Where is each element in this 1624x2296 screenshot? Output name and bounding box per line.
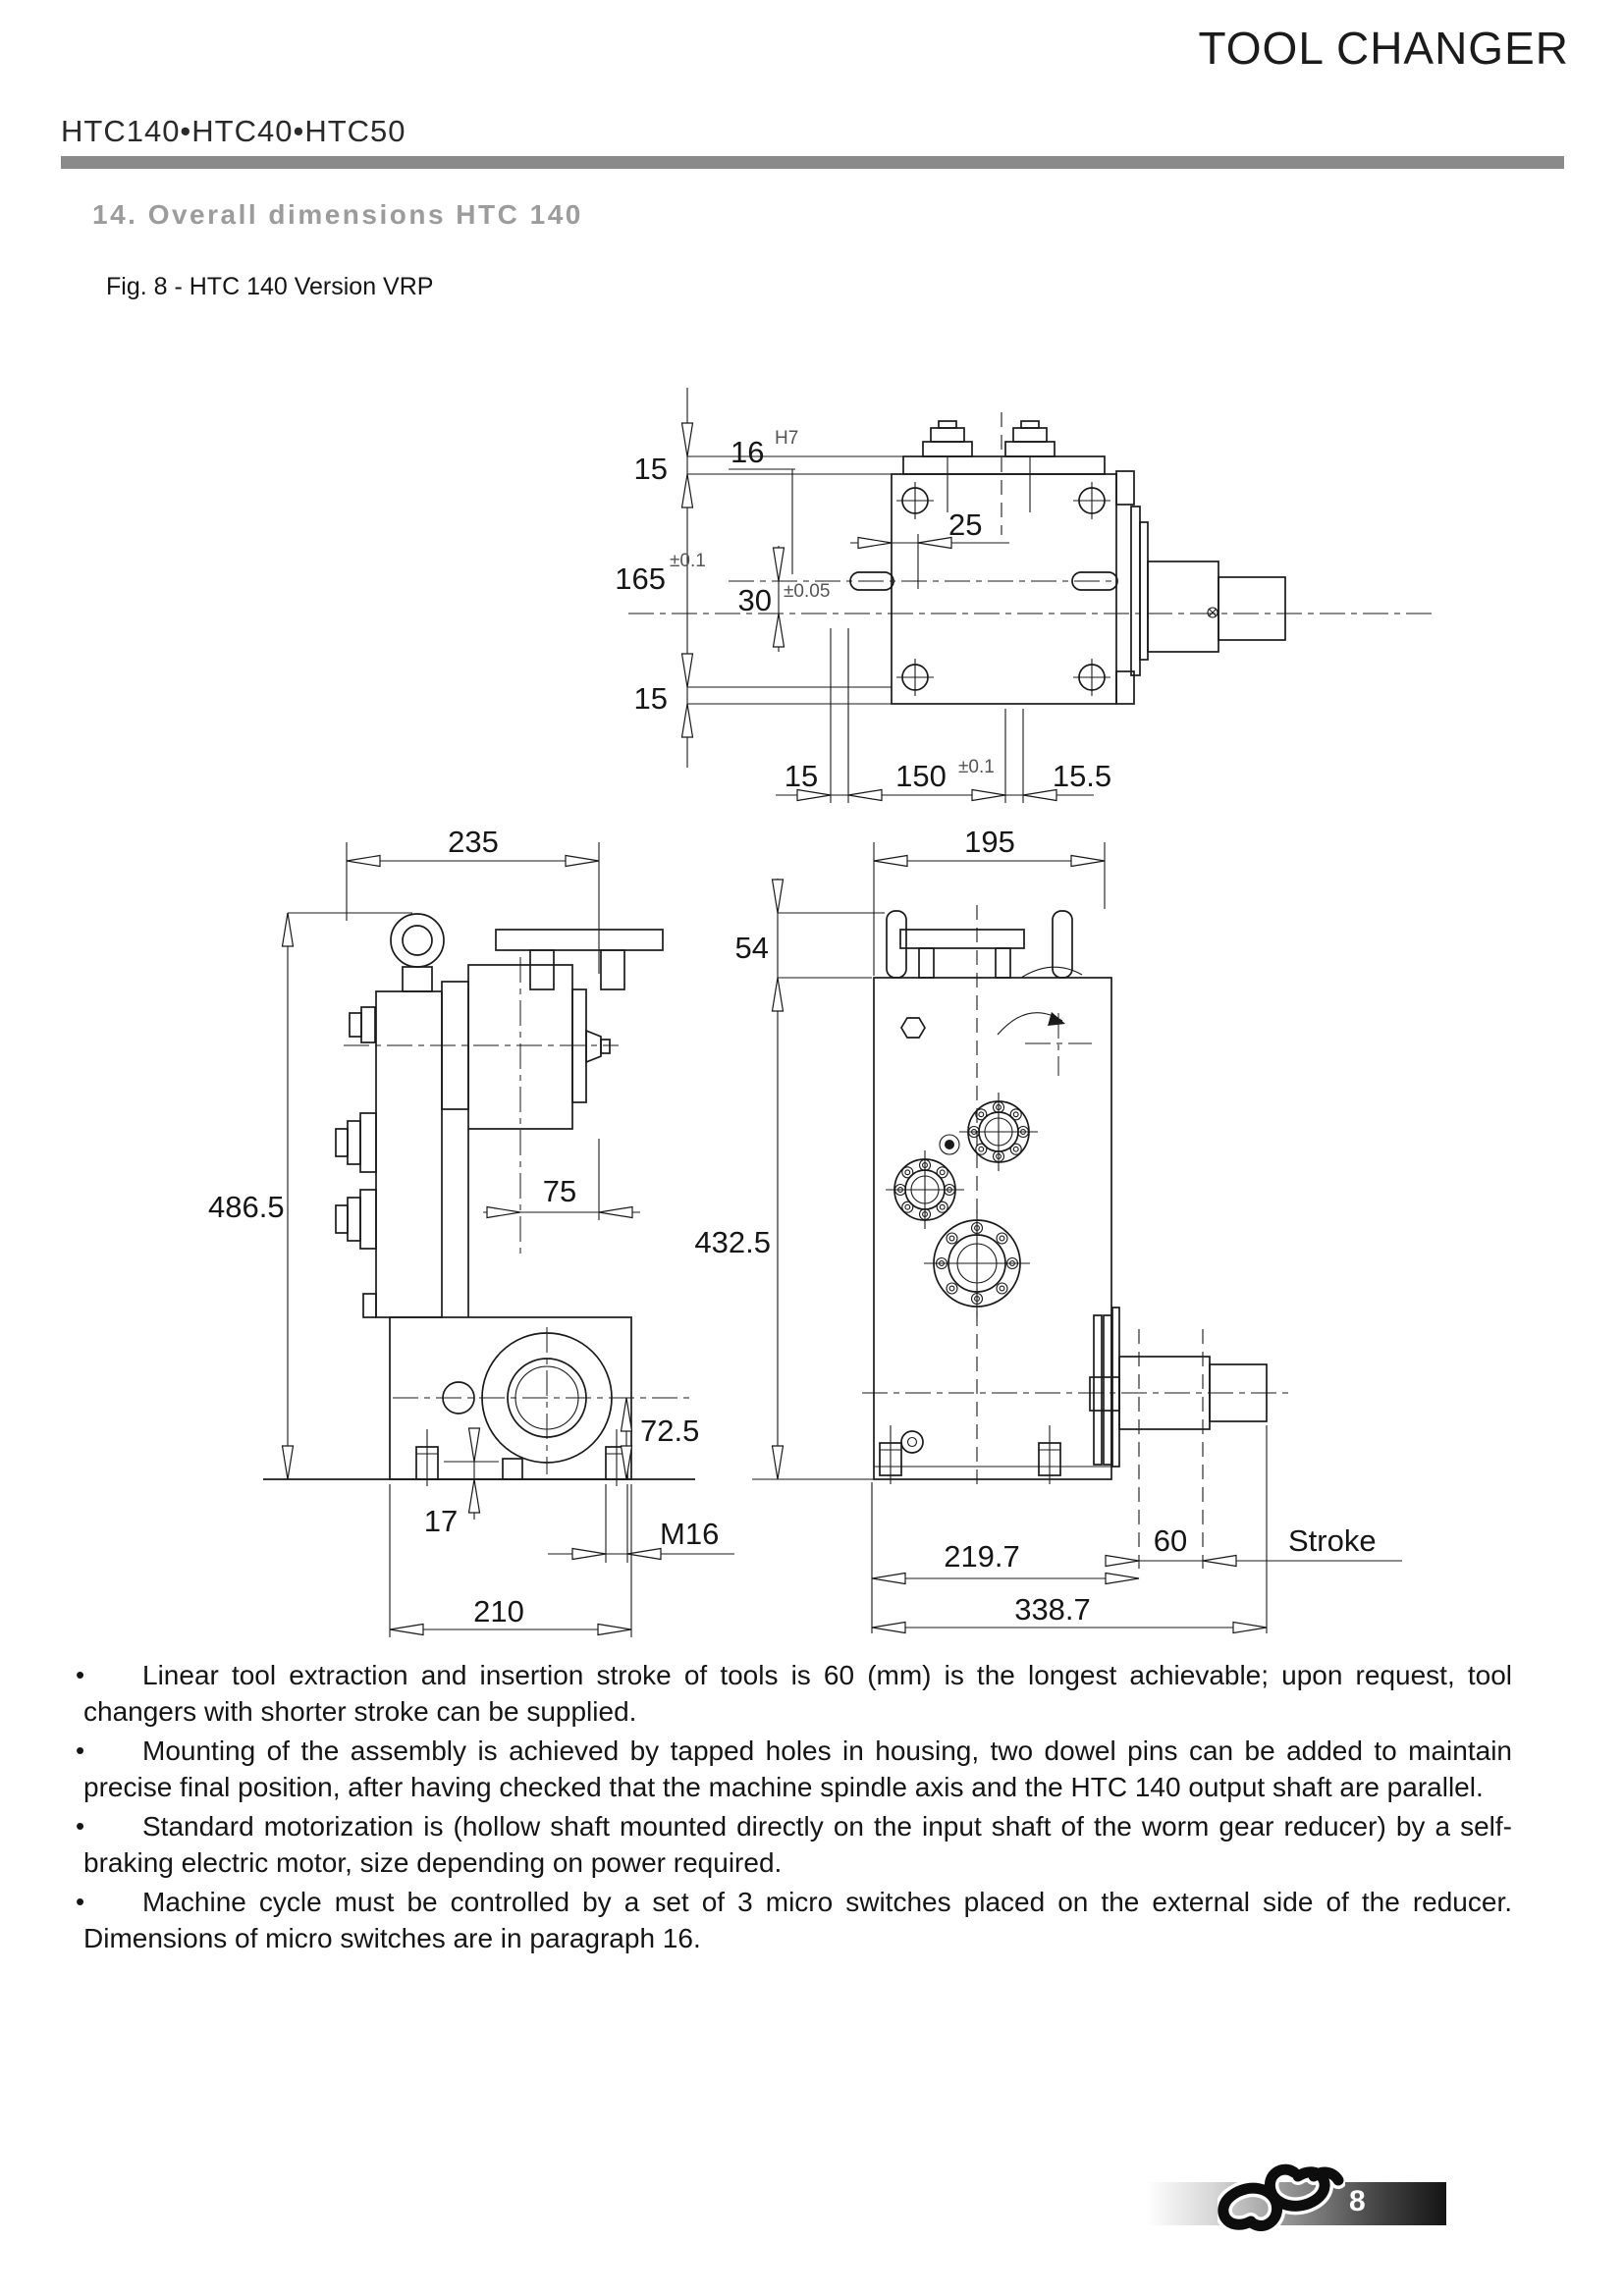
note-text: Linear tool extraction and insertion stroke of tools is 60 (mm) is the longest achievable; upon request, tool changers with shorter stroke can be supplied. <box>83 1660 1512 1727</box>
header-rule <box>61 156 1564 169</box>
dim-body-height-tol: ±0.1 <box>670 551 706 571</box>
page-title: TOOL CHANGER <box>1198 23 1569 74</box>
notes-list <box>0 1657 1512 1959</box>
note-text: Mounting of the assembly is achieved by tapped holes in housing, two dowel pins can be added to maintain precise final position, after having checked that the machine spindle axis and the HTC 140 output shaft are parallel. <box>83 1735 1512 1802</box>
technical-drawing <box>0 324 1624 1649</box>
dim-stroke-label: Stroke <box>1288 1523 1377 1558</box>
note-item <box>76 1733 1512 1805</box>
top-view-dimensions <box>615 388 1111 803</box>
dim-hole-pitch: 150 <box>895 759 947 793</box>
brand-knot-logo <box>1218 2145 1345 2253</box>
dim-front-width: 235 <box>448 825 499 859</box>
side-view-shaft <box>1090 1308 1267 1467</box>
note-item <box>76 1808 1512 1881</box>
dim-front-overall-height: 486.5 <box>208 1190 285 1224</box>
section-title: 14. Overall dimensions HTC 140 <box>92 199 583 230</box>
front-view-dimensions <box>208 825 734 1637</box>
dim-flange-top: 15 <box>633 452 668 486</box>
dim-keyway-depth: 25 <box>948 507 983 542</box>
bullet-icon: • <box>76 1811 85 1841</box>
bullet-icon: • <box>76 1887 85 1916</box>
dim-axis-offset-tol: ±0.05 <box>784 581 831 602</box>
bullet-icon: • <box>76 1735 85 1765</box>
dim-side-body-height: 432.5 <box>694 1225 771 1259</box>
top-view-output-shaft <box>1116 471 1285 704</box>
note-item <box>76 1884 1512 1956</box>
dim-stud-protrusion: 17 <box>423 1504 459 1538</box>
dim-shaft-offset: 219.7 <box>944 1539 1020 1574</box>
top-view-body <box>850 421 1117 704</box>
dim-stroke: 60 <box>1153 1523 1188 1558</box>
dim-output-height: 72.5 <box>640 1414 700 1448</box>
model-list: HTC140•HTC40•HTC50 <box>61 114 406 148</box>
side-view-drawing <box>694 825 1402 1633</box>
dim-eyebolt-height: 54 <box>734 931 769 965</box>
dim-stud-thread: M16 <box>660 1517 720 1551</box>
note-text: Machine cycle must be controlled by a set of 3 micro switches placed on the external side of the reducer. Dimensions of micro switches are in paragraph 16. <box>83 1887 1512 1953</box>
dim-side-width: 195 <box>964 825 1015 859</box>
dim-dowel-bore: 16 <box>731 435 765 469</box>
side-view-body <box>874 911 1111 1484</box>
note-text: Standard motorization is (hollow shaft mounted directly on the input shaft of the worm gear reducer) by a self-braking electric motor, size depending on power required. <box>83 1811 1512 1878</box>
dim-hole-pitch-tol: ±0.1 <box>958 757 995 777</box>
page-number: 8 <box>1349 2185 1366 2217</box>
dim-flange-bottom: 15 <box>633 681 668 716</box>
front-view-output-flange <box>263 1333 695 1486</box>
dim-motor-offset: 75 <box>542 1174 577 1208</box>
side-view-dimensions <box>694 825 1402 1633</box>
dim-base-right: 15.5 <box>1052 759 1112 793</box>
dim-dowel-bore-fit: H7 <box>775 428 799 449</box>
front-view-motor <box>442 930 663 1129</box>
figure-caption: Fig. 8 - HTC 140 Version VRP <box>106 273 434 300</box>
dim-base-width: 210 <box>473 1594 524 1629</box>
dim-overall-length: 338.7 <box>1014 1592 1091 1627</box>
bullet-icon: • <box>76 1660 85 1689</box>
note-item <box>76 1657 1512 1730</box>
front-view-centerlines <box>344 957 693 1474</box>
top-view-drawing <box>615 388 1435 803</box>
dim-body-height: 165 <box>615 561 666 596</box>
dim-base-left: 15 <box>784 759 819 793</box>
front-view-drawing <box>208 825 734 1637</box>
dim-axis-offset: 30 <box>737 583 772 617</box>
side-view-centerlines <box>862 905 1288 1569</box>
